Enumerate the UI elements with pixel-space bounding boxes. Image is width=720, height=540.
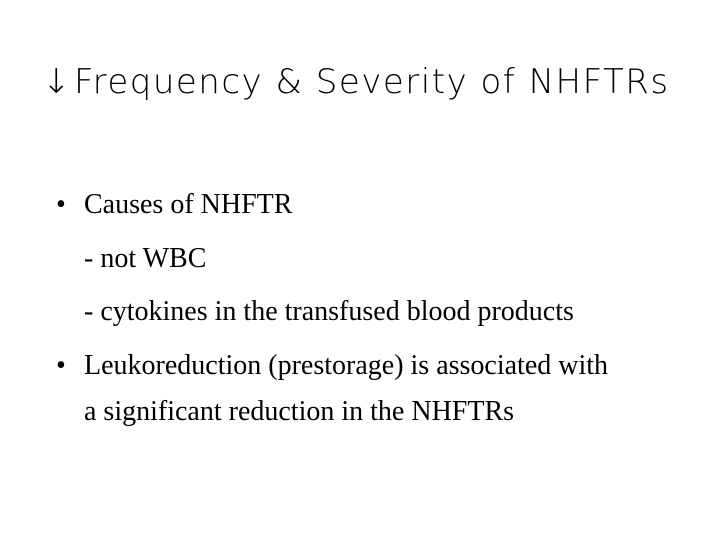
down-arrow-icon: ↓ (42, 62, 72, 102)
bullet-text: Leukoreduction (prestorage) is associated with (84, 350, 609, 381)
bullet-item-leukoreduction (56, 349, 608, 383)
sub-item-cytokines: - cytokines in the transfused blood products (84, 296, 574, 327)
bullet-icon: • (56, 189, 66, 220)
slide-title (42, 62, 670, 103)
bullet-item-causes (56, 188, 292, 222)
bullet-icon: • (56, 350, 66, 381)
bullet-continuation-line: a significant reduction in the NHFTRs (84, 396, 515, 427)
bullet-text: Causes of NHFTR (84, 189, 293, 220)
sub-item-not-wbc: - not WBC (84, 243, 207, 274)
slide-title-text: Frequency & Severity of NHFTRs (74, 62, 670, 102)
